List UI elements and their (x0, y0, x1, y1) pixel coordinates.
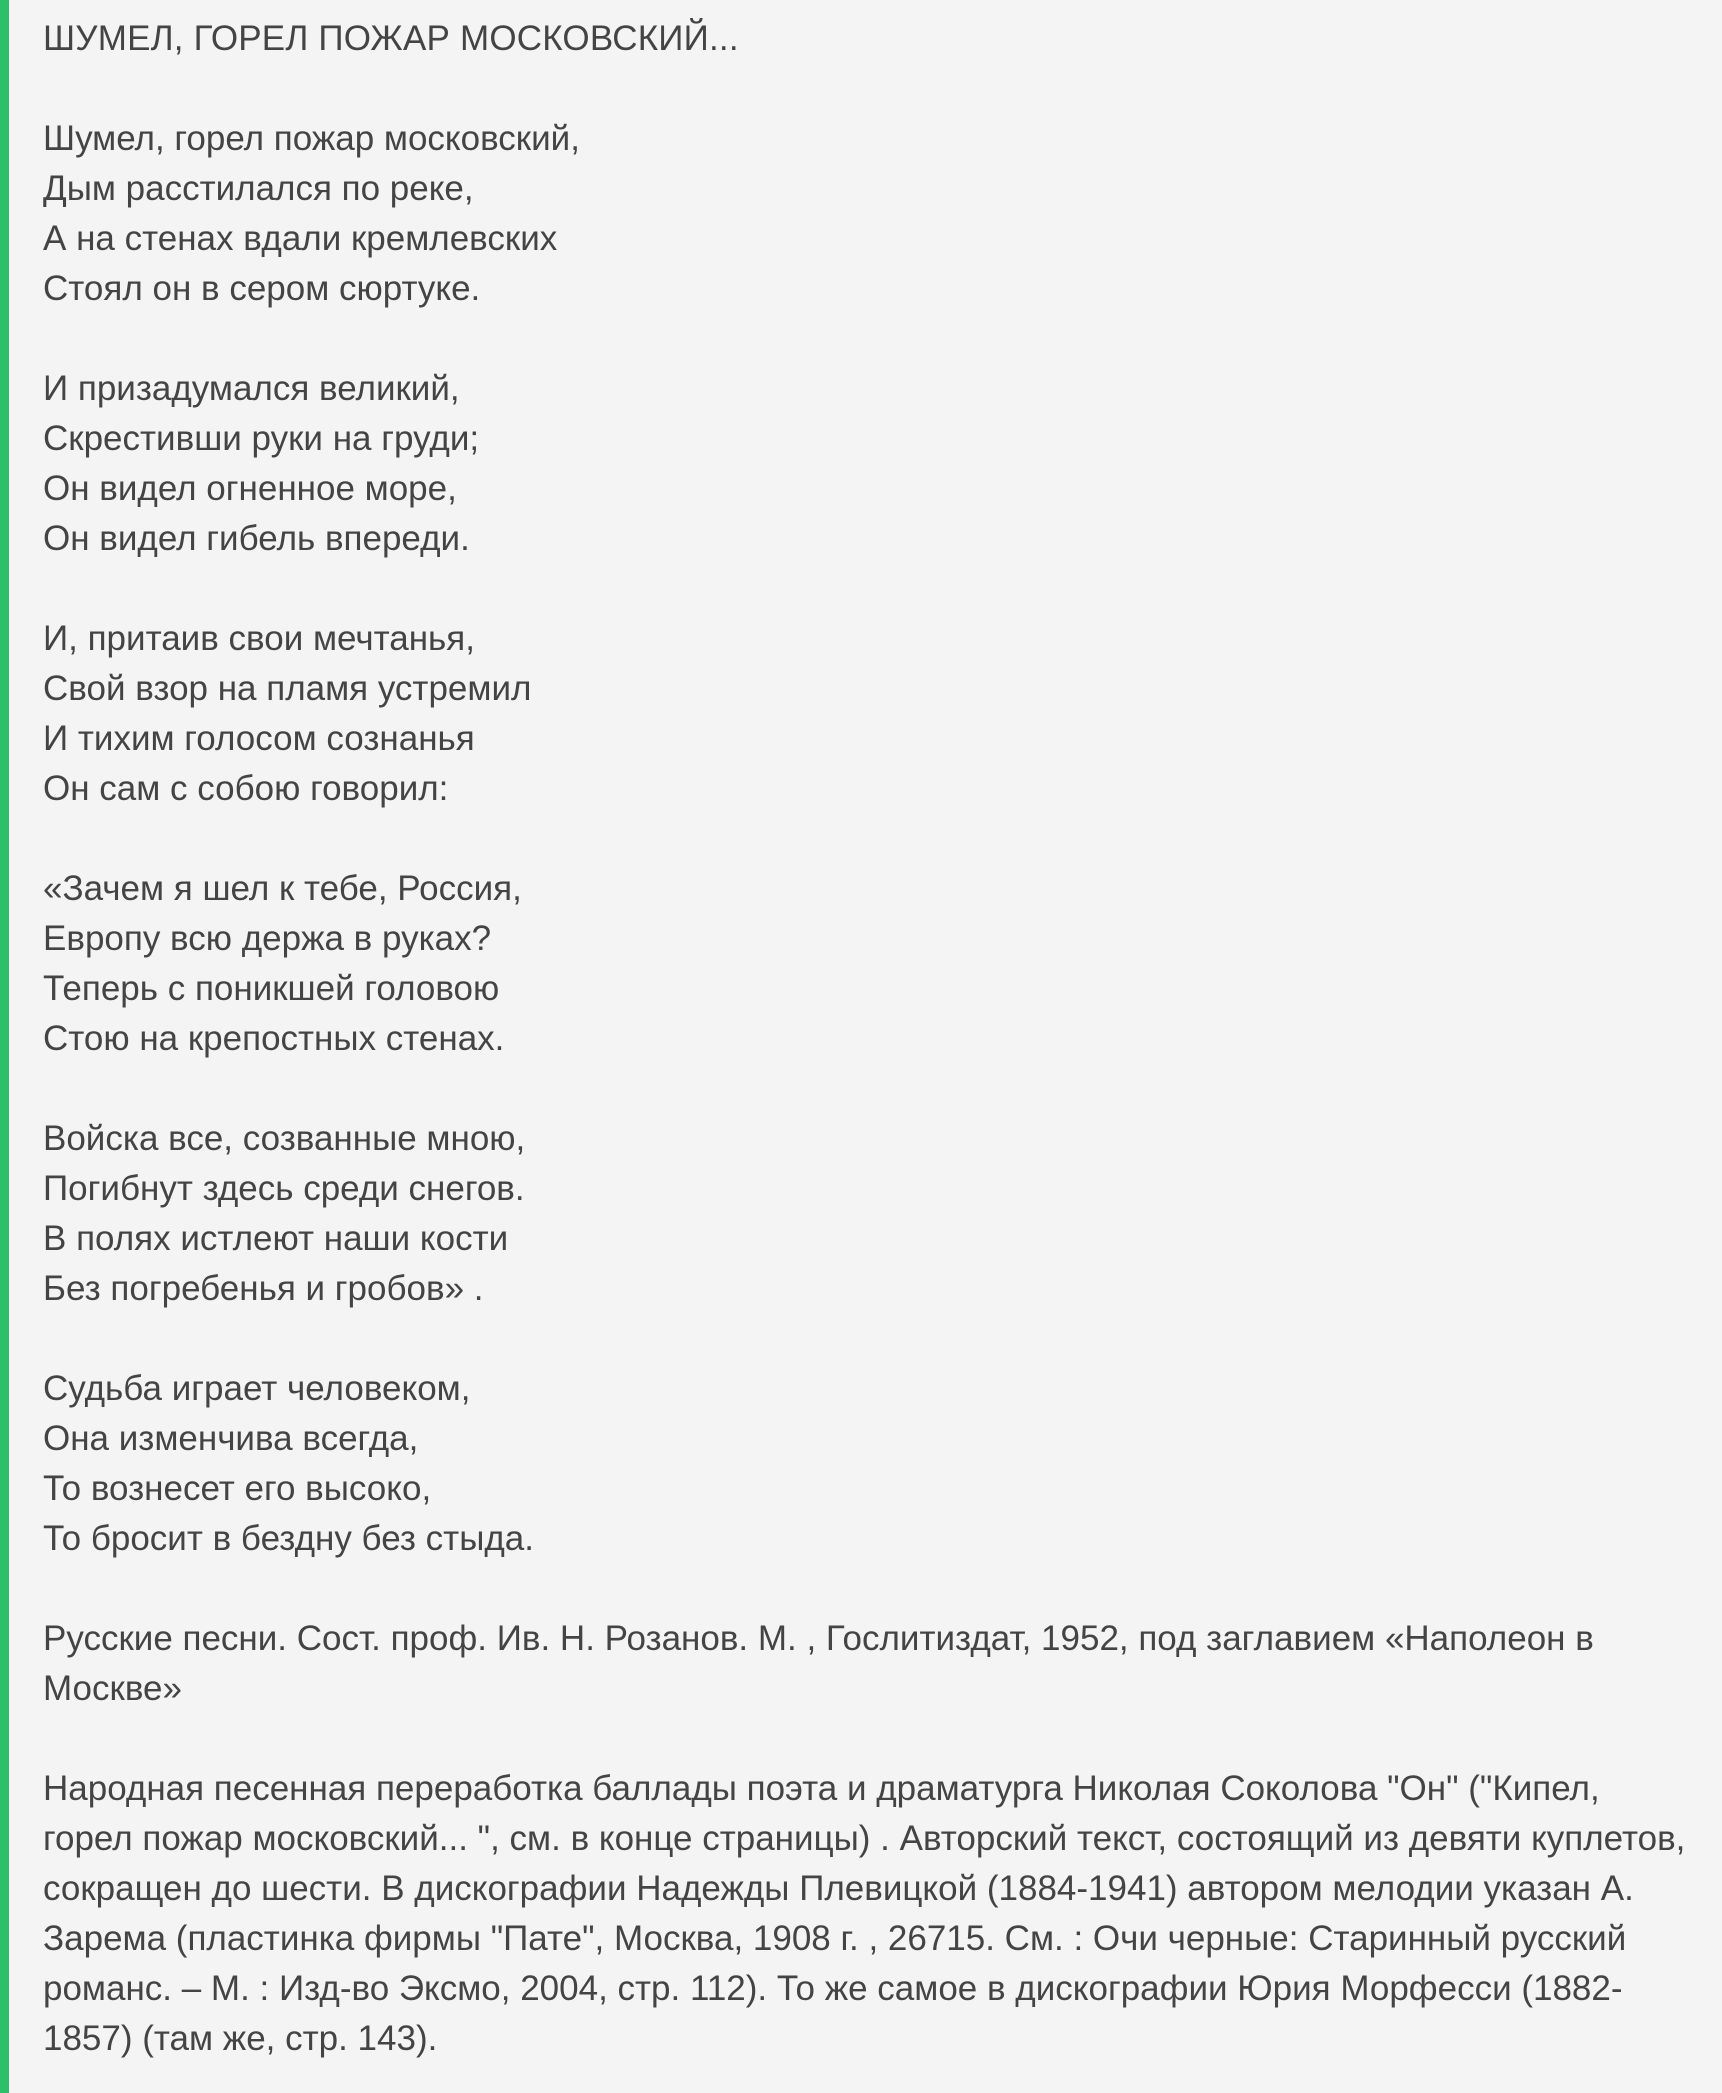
verse-line: И тихим голосом сознанья (43, 719, 475, 758)
verse-line: То вознесет его высоко, (43, 1469, 432, 1508)
verse-line: Теперь с поникшей головою (43, 969, 500, 1008)
verse-line: И призадумался великий, (43, 369, 460, 408)
stanza (43, 614, 1693, 814)
verse-line: Погибнут здесь среди снегов. (43, 1169, 525, 1208)
verse-line: Он видел огненное море, (43, 469, 457, 508)
stanza (43, 1364, 1693, 1564)
verse-line: Судьба играет человеком, (43, 1369, 471, 1408)
verse-line: Она изменчива всегда, (43, 1419, 419, 1458)
verse-line: Шумел, горел пожар московский, (43, 119, 580, 158)
verse-line: Он сам с собою говорил: (43, 769, 449, 808)
song-title: ШУМЕЛ, ГОРЕЛ ПОЖАР МОСКОВСКИЙ... (43, 19, 739, 58)
verse-line: Он видел гибель впереди. (43, 519, 470, 558)
verse-line: Скрестивши руки на груди; (43, 419, 480, 458)
stanza (43, 364, 1693, 564)
verse-line: Дым расстилался по реке, (43, 169, 474, 208)
verse-line: Свой взор на пламя устремил (43, 669, 532, 708)
verse-line: В полях истлеют наши кости (43, 1219, 509, 1258)
accent-bar (0, 0, 9, 2093)
verse-line: Войска все, созванные мною, (43, 1119, 526, 1158)
verse-line: «Зачем я шел к тебе, Россия, (43, 869, 522, 908)
verse-line: Европу всю держа в руках? (43, 919, 492, 958)
verse-line: Стою на крепостных стенах. (43, 1019, 505, 1058)
verse-line: А на стенах вдали кремлевских (43, 219, 558, 258)
stanza (43, 114, 1693, 314)
stanza (43, 864, 1693, 1064)
verse-line: То бросит в бездну без стыда. (43, 1519, 534, 1558)
source-note: Русские песни. Сост. проф. Ив. Н. Розанов. М. , Гослитиздат, 1952, под заглавием «Наполеон в Москве» (43, 1619, 1594, 1708)
stanza (43, 1114, 1693, 1314)
song-text (43, 14, 1693, 2064)
verse-line: Стоял он в сером сюртуке. (43, 269, 481, 308)
verse-line: И, притаив свои мечтанья, (43, 619, 475, 658)
verse-line: Без погребенья и гробов» . (43, 1269, 484, 1308)
commentary: Народная песенная переработка баллады поэта и драматурга Николая Соколова "Он" ("Кипел, горел пожар московский... ", см. в конце страницы) . Авторский текст, состоящий из девяти куплетов, сокращен до шести. В дискографии Надежды Плевицкой (1884-1941) автором мелодии указан А. Зарема (пластинка фирмы "Пате", Москва, 1908 г. , 26715. См. : Очи черные: Старинный русский романс. – М. : Изд-во Эксмо, 2004, стр. 112). То же самое в дискографии Юрия Морфесси (1882-1857) (там же, стр. 143). (43, 1769, 1686, 2058)
